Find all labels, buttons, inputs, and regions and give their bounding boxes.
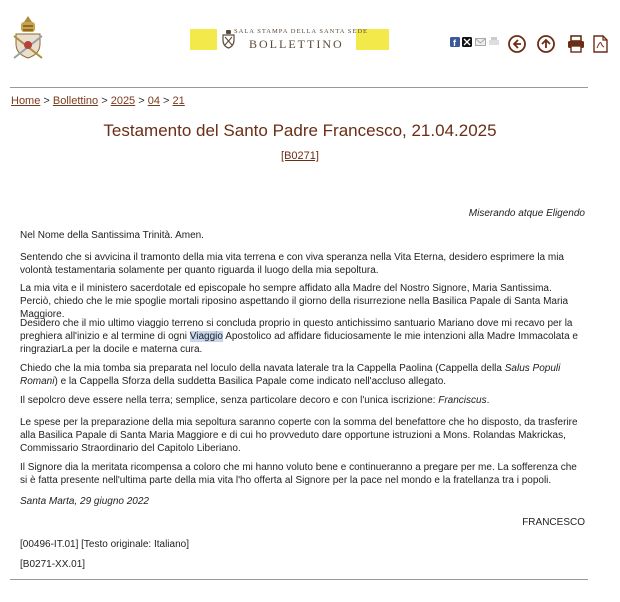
paragraph-6-italic: Franciscus bbox=[438, 395, 487, 406]
breadcrumb-year[interactable]: 2025 bbox=[110, 95, 136, 107]
document-code-link[interactable]: [B0271] bbox=[281, 150, 319, 162]
highlighted-word: Viaggio bbox=[189, 331, 223, 342]
footer-reference: [00496-IT.01] [Testo originale: Italiano] bbox=[20, 539, 189, 550]
email-icon[interactable] bbox=[475, 37, 486, 47]
paragraph-2: Sentendo che si avvicina il tramonto della mia vita terrena e con viva speranza nella Vita Eterna, desidero esprimere la mia volontà testamentaria solamente per quanto riguarda il luogo della mia sepoltura. bbox=[20, 252, 564, 276]
signature: FRANCESCO bbox=[522, 517, 585, 528]
paragraph-4-part-a: Desidero che il mio ultimo viaggio terreno si concluda proprio in questo antichissimo santuario Mariano dove mi recavo per la preghiera all'inizio e al termine di ogni bbox=[20, 318, 573, 342]
paragraph-7: Le spese per la preparazione della mia sepoltura saranno coperte con la somma del benefattore che ho disposto, da trasferire alla Basilica Papale di Santa Maria Maggiore e di cui ho provveduto dare opportune istruzioni a Mons. Rolandas Makrickas, Commissario Straordinario del Capitolo Liberiano. bbox=[20, 417, 578, 454]
breadcrumb-sep: > bbox=[135, 95, 148, 107]
paragraph-5-part-a: Chiedo che la mia tomba sia preparata nel loculo della navata laterale tra la Cappella Paolina (Cappella della bbox=[20, 363, 505, 374]
paragraph-5 bbox=[20, 362, 583, 388]
breadcrumb-home[interactable]: Home bbox=[11, 95, 41, 107]
paragraph-6 bbox=[20, 394, 583, 407]
paragraph-5-part-b: ) e la Cappella Sforza della suddetta Basilica Papale come indicato nell'accluso allegato. bbox=[54, 376, 447, 387]
paragraph-3: La mia vita e il ministero sacerdotale ed episcopale ho sempre affidato alla Madre del Nostro Signore, Maria Santissima. Perciò, chiedo che le mie spoglie mortali riposino aspettando il giorno della risurrezione nella Basilica Papale di Santa Maria Maggiore. bbox=[20, 283, 569, 320]
x-icon[interactable] bbox=[462, 37, 472, 47]
paragraph-5-italic: Salus Populi Romani bbox=[20, 363, 561, 387]
bollettino-logo[interactable] bbox=[222, 28, 368, 54]
breadcrumb-sep: > bbox=[159, 95, 173, 107]
divider-bottom bbox=[10, 579, 588, 580]
logo-subtitle: SALA STAMPA DELLA SANTA SEDE bbox=[234, 28, 368, 35]
motto: Miserando atque Eligendo bbox=[468, 208, 585, 219]
paragraph-8: Il Signore dia la meritata ricompensa a coloro che mi hanno voluto bene e continueranno a pregare per me. La sofferenza che si è fatta presente nell'ultima parte della mia vita l'ho offerta al Signore per la pace nel mondo e la fratellanza tra i popoli. bbox=[20, 462, 577, 486]
logo-title: BOLLETTINO bbox=[249, 37, 344, 51]
print-small-icon[interactable] bbox=[489, 37, 499, 47]
paragraph-1: Nel Nome della Santissima Trinità. Amen. bbox=[20, 230, 204, 241]
paragraph-6-part-a: Il sepolcro deve essere nella terra; semplice, senza particolare decoro e con l'unica iscrizione: bbox=[20, 395, 439, 406]
page-title: Testamento del Santo Padre Francesco, 21.04.2025 bbox=[103, 121, 497, 140]
date-place: Santa Marta, 29 giugno 2022 bbox=[20, 496, 149, 507]
breadcrumb-sep: > bbox=[98, 95, 111, 107]
highlight-box-left bbox=[190, 29, 217, 50]
paragraph-4 bbox=[20, 317, 583, 356]
breadcrumb bbox=[11, 95, 185, 107]
document-code bbox=[0, 150, 600, 162]
divider-top bbox=[10, 87, 588, 88]
breadcrumb-sep: > bbox=[40, 95, 53, 107]
paragraph-4-part-b: Apostolico ad affidare fiduciosamente le mie intenzioni alla Madre Immacolata e ringraziarLa per la docile e materna cura. bbox=[20, 331, 578, 355]
paragraph-6-part-b: . bbox=[486, 395, 490, 406]
header bbox=[0, 0, 620, 80]
breadcrumb-day[interactable]: 21 bbox=[172, 95, 185, 107]
pdf-icon[interactable] bbox=[593, 35, 608, 53]
papal-coat-of-arms-icon[interactable] bbox=[10, 14, 46, 60]
facebook-icon[interactable] bbox=[450, 37, 460, 47]
footer-code: [B0271-XX.01] bbox=[20, 559, 86, 570]
scroll-to-top-icon[interactable] bbox=[537, 35, 555, 53]
back-icon[interactable] bbox=[508, 35, 526, 53]
printer-icon[interactable] bbox=[567, 35, 585, 53]
breadcrumb-month[interactable]: 04 bbox=[147, 95, 160, 107]
svg-text:f: f bbox=[453, 38, 456, 47]
breadcrumb-bollettino[interactable]: Bollettino bbox=[52, 95, 99, 107]
